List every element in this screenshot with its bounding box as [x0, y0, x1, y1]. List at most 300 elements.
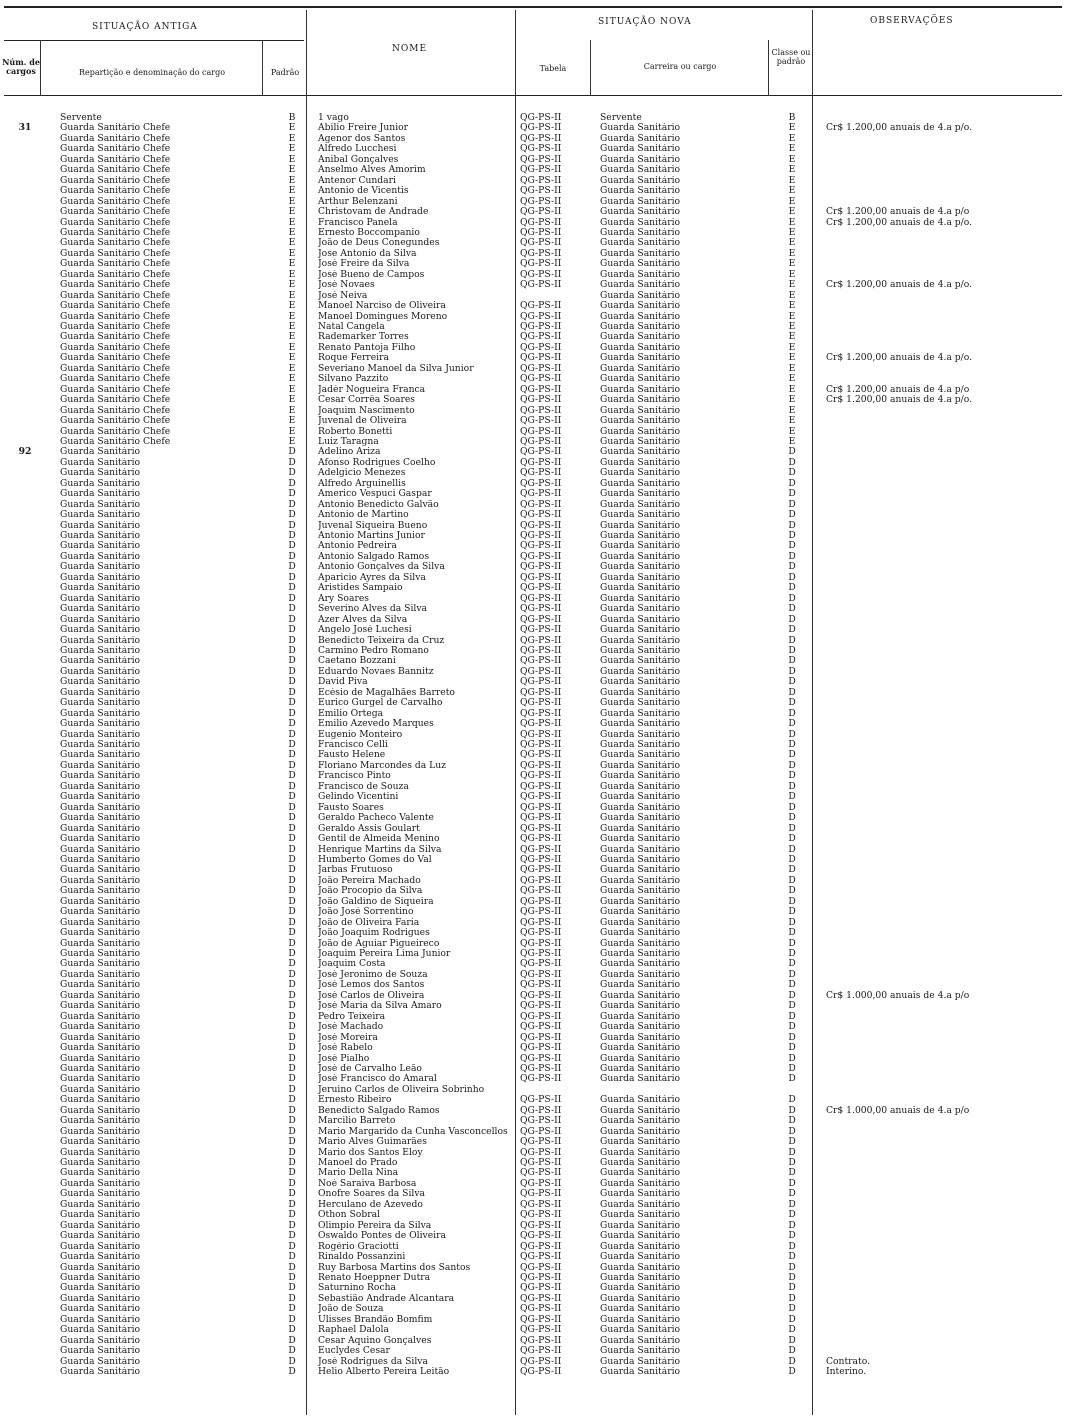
- row-carreira: Guarda Sanitário: [600, 1367, 681, 1377]
- row-classe: D: [788, 489, 796, 500]
- row-padrao: D: [288, 949, 296, 959]
- row-cargo: Guarda Sanitário: [60, 1231, 141, 1242]
- row-classe: D: [788, 457, 796, 468]
- row-nome: José de Carvalho Leão: [318, 1063, 422, 1074]
- row-carreira: Guarda Sanitário: [600, 217, 681, 228]
- row-padrao: E: [288, 154, 296, 165]
- row-tabela: QG-PS-II: [520, 426, 562, 437]
- row-cargo: Guarda Sanitário: [60, 1158, 141, 1168]
- row-classe: E: [788, 217, 796, 228]
- row-carreira: Guarda Sanitário: [600, 447, 681, 458]
- row-padrao: E: [288, 175, 296, 186]
- row-padrao: E: [288, 332, 296, 343]
- row-classe: D: [788, 593, 796, 604]
- row-carreira: Guarda Sanitário: [600, 332, 681, 343]
- row-carreira: Guarda Sanitário: [600, 1178, 681, 1189]
- row-nome: Silvano Pazzito: [318, 374, 389, 385]
- row-carreira: Guarda Sanitário: [600, 698, 681, 709]
- row-padrao: D: [288, 478, 296, 489]
- row-tabela: QG-PS-II: [520, 625, 562, 636]
- row-obs: Cr$ 1.200,00 anuais de 4.a p/o: [826, 384, 970, 395]
- row-padrao: D: [288, 635, 296, 646]
- row-nome: José Neiva: [318, 290, 368, 301]
- row-padrao: D: [288, 468, 296, 479]
- row-tabela: QG-PS-II: [520, 760, 562, 771]
- row-classe: D: [788, 1022, 796, 1033]
- row-tabela: QG-PS-II: [520, 917, 562, 928]
- row-nome: Henrique Martins da Silva: [318, 844, 442, 855]
- row-classe: D: [788, 802, 796, 813]
- row-classe: E: [788, 384, 796, 395]
- row-cargo: Guarda Sanitário: [60, 1168, 141, 1179]
- row-padrao: E: [288, 133, 296, 144]
- row-tabela: QG-PS-II: [520, 186, 562, 197]
- row-carreira: Guarda Sanitário: [600, 572, 681, 583]
- row-tabela: QG-PS-II: [520, 1325, 562, 1336]
- row-padrao: D: [288, 1356, 296, 1367]
- row-tabela: QG-PS-II: [520, 1293, 562, 1304]
- row-nome: Roberto Bonetti: [318, 426, 393, 437]
- row-nome: Francisco de Souza: [318, 781, 409, 792]
- row-nome: Ulisses Brandão Bomfim: [318, 1314, 433, 1325]
- row-tabela: QG-PS-II: [520, 551, 562, 562]
- col-divider-tabela: [590, 40, 591, 96]
- row-padrao: D: [288, 959, 296, 970]
- row-tabela: QG-PS-II: [520, 1126, 562, 1137]
- row-carreira: Guarda Sanitário: [600, 1272, 681, 1283]
- row-num: 31: [18, 123, 32, 134]
- row-padrao: E: [288, 207, 296, 218]
- col-divider-padrao: [306, 10, 307, 1415]
- row-classe: D: [788, 1272, 796, 1283]
- row-tabela: QG-PS-II: [520, 363, 562, 374]
- row-carreira: Guarda Sanitário: [600, 133, 681, 144]
- row-cargo: Guarda Sanitário: [60, 666, 141, 677]
- row-classe: D: [788, 468, 796, 479]
- row-nome: Antonio de Martino: [318, 510, 409, 521]
- row-cargo: Guarda Sanitário Chefe: [60, 395, 171, 406]
- row-cargo: Guarda Sanitário: [60, 1147, 141, 1158]
- row-classe: D: [788, 1168, 796, 1179]
- row-cargo: Guarda Sanitário: [60, 834, 141, 845]
- row-cargo: Guarda Sanitário Chefe: [60, 175, 171, 186]
- row-classe: D: [788, 677, 796, 688]
- row-carreira: Guarda Sanitário: [600, 426, 681, 437]
- row-tabela: QG-PS-II: [520, 133, 562, 144]
- row-nome: João Joaquim Rodrigues: [318, 928, 430, 939]
- row-cargo: Guarda Sanitário: [60, 604, 141, 615]
- row-padrao: D: [288, 1189, 296, 1200]
- row-carreira: Guarda Sanitário: [600, 489, 681, 500]
- row-padrao: E: [288, 269, 296, 280]
- row-classe: D: [788, 1043, 796, 1054]
- row-cargo: Guarda Sanitário Chefe: [60, 436, 171, 447]
- row-nome: Arthur Belenzani: [318, 196, 398, 207]
- row-padrao: E: [288, 217, 296, 228]
- row-classe: D: [788, 1032, 796, 1043]
- row-cargo: Guarda Sanitário: [60, 562, 141, 573]
- row-nome: David Piva: [318, 677, 368, 688]
- row-carreira: Guarda Sanitário: [600, 781, 681, 792]
- row-tabela: QG-PS-II: [520, 1137, 562, 1148]
- row-cargo: Guarda Sanitário: [60, 1283, 141, 1294]
- row-classe: D: [788, 687, 796, 698]
- row-cargo: Guarda Sanitário: [60, 729, 141, 740]
- row-nome: Anselmo Alves Amorim: [318, 165, 426, 176]
- row-nome: Abilio Freire Junior: [318, 123, 409, 134]
- row-tabela: QG-PS-II: [520, 698, 562, 709]
- row-carreira: Guarda Sanitário: [600, 478, 681, 489]
- row-carreira: Guarda Sanitário: [600, 311, 681, 322]
- row-classe: D: [788, 917, 796, 928]
- row-padrao: E: [288, 416, 296, 427]
- row-cargo: Guarda Sanitário Chefe: [60, 405, 171, 416]
- row-carreira: Guarda Sanitário: [600, 844, 681, 855]
- row-nome: Caetano Bozzani: [318, 656, 396, 667]
- row-cargo: Guarda Sanitário: [60, 823, 141, 834]
- row-tabela: QG-PS-II: [520, 687, 562, 698]
- row-tabela: QG-PS-II: [520, 604, 562, 615]
- row-cargo: Guarda Sanitário: [60, 447, 141, 458]
- row-nome: João de Oliveira Faria: [318, 917, 420, 928]
- row-classe: D: [788, 1346, 796, 1357]
- row-classe: D: [788, 1220, 796, 1231]
- row-cargo: Guarda Sanitário: [60, 687, 141, 698]
- row-carreira: Guarda Sanitário: [600, 1325, 681, 1336]
- row-obs: Cr$ 1.200,00 anuais de 4.a p/o.: [826, 123, 973, 134]
- row-obs: Cr$ 1.200,00 anuais de 4.a p/o.: [826, 353, 973, 364]
- row-cargo: Guarda Sanitário: [60, 865, 141, 876]
- row-padrao: B: [288, 113, 296, 123]
- header-bottom-rule: [4, 95, 1062, 96]
- row-classe: D: [788, 1335, 796, 1346]
- row-nome: Luiz Taragna: [318, 436, 379, 447]
- row-tabela: QG-PS-II: [520, 1210, 562, 1221]
- row-carreira: Guarda Sanitário: [600, 436, 681, 447]
- row-tabela: QG-PS-II: [520, 645, 562, 656]
- row-classe: E: [788, 280, 796, 291]
- row-carreira: Guarda Sanitário: [600, 123, 681, 134]
- row-padrao: E: [288, 123, 296, 134]
- row-cargo: Guarda Sanitário: [60, 1241, 141, 1252]
- row-tabela: QG-PS-II: [520, 259, 562, 270]
- header-tabela: Tabela: [539, 64, 567, 73]
- row-cargo: Guarda Sanitário Chefe: [60, 133, 171, 144]
- row-cargo: Guarda Sanitário: [60, 1252, 141, 1263]
- row-tabela: QG-PS-II: [520, 1304, 562, 1315]
- row-tabela: QG-PS-II: [520, 1252, 562, 1263]
- row-classe: D: [788, 1367, 796, 1377]
- row-classe: D: [788, 447, 796, 458]
- row-nome: Jeruino Carlos de Oliveira Sobrinho: [318, 1084, 485, 1095]
- row-nome: Rinaldo Possanzini: [318, 1252, 406, 1263]
- row-padrao: D: [288, 604, 296, 615]
- row-nome: Carmino Pedro Romano: [318, 645, 429, 656]
- row-carreira: Guarda Sanitário: [600, 1356, 681, 1367]
- row-padrao: D: [288, 886, 296, 897]
- row-cargo: Guarda Sanitário: [60, 478, 141, 489]
- row-classe: D: [788, 551, 796, 562]
- row-padrao: D: [288, 802, 296, 813]
- row-classe: D: [788, 792, 796, 803]
- row-classe: D: [788, 949, 796, 959]
- row-tabela: QG-PS-II: [520, 531, 562, 541]
- row-tabela: QG-PS-II: [520, 854, 562, 865]
- row-cargo: Guarda Sanitário Chefe: [60, 196, 171, 207]
- row-cargo: Guarda Sanitário: [60, 520, 141, 531]
- row-padrao: D: [288, 928, 296, 939]
- row-tabela: QG-PS-II: [520, 416, 562, 427]
- row-classe: D: [788, 750, 796, 761]
- row-cargo: Guarda Sanitário: [60, 572, 141, 583]
- row-classe: D: [788, 781, 796, 792]
- row-carreira: Guarda Sanitário: [600, 353, 681, 364]
- row-padrao: D: [288, 677, 296, 688]
- row-cargo: Guarda Sanitário: [60, 1105, 141, 1116]
- row-carreira: Guarda Sanitário: [600, 457, 681, 468]
- row-padrao: D: [288, 1262, 296, 1273]
- row-classe: D: [788, 1314, 796, 1325]
- row-tabela: QG-PS-II: [520, 353, 562, 364]
- row-carreira: Guarda Sanitário: [600, 604, 681, 615]
- row-tabela: QG-PS-II: [520, 1147, 562, 1158]
- row-carreira: Guarda Sanitário: [600, 1189, 681, 1200]
- row-padrao: D: [288, 1095, 296, 1106]
- row-classe: E: [788, 416, 796, 427]
- row-padrao: D: [288, 1283, 296, 1294]
- row-nome: Mario dos Santos Eloy: [318, 1147, 423, 1158]
- row-padrao: D: [288, 583, 296, 594]
- row-classe: D: [788, 708, 796, 719]
- row-cargo: Guarda Sanitário Chefe: [60, 374, 171, 385]
- row-cargo: Guarda Sanitário Chefe: [60, 332, 171, 343]
- row-carreira: Guarda Sanitário: [600, 854, 681, 865]
- row-padrao: D: [288, 1043, 296, 1054]
- row-classe: D: [788, 698, 796, 709]
- row-nome: Olimpio Pereira da Silva: [318, 1220, 432, 1231]
- row-tabela: QG-PS-II: [520, 1314, 562, 1325]
- row-padrao: D: [288, 551, 296, 562]
- row-nome: Francisco Celli: [318, 740, 388, 750]
- row-classe: E: [788, 259, 796, 270]
- row-classe: B: [788, 113, 796, 123]
- row-carreira: Guarda Sanitário: [600, 259, 681, 270]
- row-tabela: QG-PS-II: [520, 823, 562, 834]
- row-nome: Roque Ferreira: [318, 353, 389, 364]
- row-classe: E: [788, 374, 796, 385]
- row-tabela: QG-PS-II: [520, 248, 562, 259]
- row-tabela: QG-PS-II: [520, 938, 562, 949]
- row-carreira: Guarda Sanitário: [600, 729, 681, 740]
- row-tabela: QG-PS-II: [520, 1199, 562, 1210]
- row-tabela: QG-PS-II: [520, 781, 562, 792]
- row-classe: D: [788, 865, 796, 876]
- row-carreira: Guarda Sanitário: [600, 1126, 681, 1137]
- row-nome: Rademarker Torres: [318, 332, 409, 343]
- row-classe: E: [788, 363, 796, 374]
- row-carreira: Guarda Sanitário: [600, 1314, 681, 1325]
- row-nome: Aparicio Ayres da Silva: [318, 572, 426, 583]
- row-cargo: Guarda Sanitário Chefe: [60, 353, 171, 364]
- row-cargo: Guarda Sanitário: [60, 1210, 141, 1221]
- row-cargo: Servente: [60, 113, 102, 123]
- row-carreira: Guarda Sanitário: [600, 760, 681, 771]
- row-carreira: Guarda Sanitário: [600, 771, 681, 782]
- row-classe: D: [788, 520, 796, 531]
- header-observacoes: OBSERVAÇÕES: [870, 16, 954, 26]
- row-classe: D: [788, 1011, 796, 1022]
- row-classe: D: [788, 510, 796, 521]
- row-padrao: E: [288, 353, 296, 364]
- row-nome: João Galdino de Siqueira: [318, 896, 434, 907]
- row-tabela: QG-PS-II: [520, 865, 562, 876]
- row-classe: D: [788, 625, 796, 636]
- row-obs: Cr$ 1.200,00 anuais de 4.a p/o.: [826, 395, 973, 406]
- row-nome: Mario Margarido da Cunha Vasconcellos: [318, 1126, 508, 1137]
- row-nome: João de Deus Conegundes: [318, 238, 440, 249]
- row-carreira: Guarda Sanitário: [600, 1137, 681, 1148]
- row-tabela: QG-PS-II: [520, 217, 562, 228]
- row-padrao: D: [288, 1335, 296, 1346]
- row-nome: Francisco Pinto: [318, 771, 391, 782]
- row-padrao: D: [288, 1158, 296, 1168]
- row-nome: Geraldo Assis Goulart: [318, 823, 420, 834]
- row-classe: D: [788, 499, 796, 510]
- row-tabela: QG-PS-II: [520, 1095, 562, 1106]
- row-carreira: Guarda Sanitário: [600, 886, 681, 897]
- row-cargo: Guarda Sanitário: [60, 1178, 141, 1189]
- row-padrao: E: [288, 248, 296, 259]
- row-nome: Cesar Corrêa Soares: [318, 395, 415, 406]
- row-nome: Agenor dos Santos: [318, 133, 406, 144]
- row-carreira: Guarda Sanitário: [600, 677, 681, 688]
- row-tabela: QG-PS-II: [520, 1220, 562, 1231]
- row-nome: Juvenal Siqueira Bueno: [318, 520, 428, 531]
- row-cargo: Guarda Sanitário Chefe: [60, 154, 171, 165]
- row-padrao: D: [288, 1272, 296, 1283]
- row-carreira: Guarda Sanitário: [600, 301, 681, 312]
- row-cargo: Guarda Sanitário: [60, 875, 141, 886]
- row-carreira: Guarda Sanitário: [600, 1283, 681, 1294]
- row-nome: Azer Alves da Silva: [318, 614, 408, 625]
- row-carreira: Guarda Sanitário: [600, 144, 681, 155]
- row-cargo: Guarda Sanitário: [60, 1367, 141, 1377]
- row-tabela: QG-PS-II: [520, 1241, 562, 1252]
- row-carreira: Guarda Sanitário: [600, 227, 681, 238]
- row-carreira: Guarda Sanitário: [600, 635, 681, 646]
- row-tabela: QG-PS-II: [520, 875, 562, 886]
- row-nome: José Novaes: [318, 280, 375, 291]
- row-tabela: QG-PS-II: [520, 677, 562, 688]
- row-nome: Renato Pantoja Filho: [318, 342, 416, 353]
- row-carreira: Guarda Sanitário: [600, 1210, 681, 1221]
- row-nome: Manoel do Prado: [318, 1158, 398, 1168]
- row-cargo: Guarda Sanitário: [60, 499, 141, 510]
- row-nome: José Lemos dos Santos: [318, 980, 425, 991]
- row-nome: Anibal Gonçalves: [318, 154, 399, 165]
- row-tabela: QG-PS-II: [520, 269, 562, 280]
- row-tabela: QG-PS-II: [520, 771, 562, 782]
- row-padrao: D: [288, 781, 296, 792]
- row-carreira: Guarda Sanitário: [600, 990, 681, 1001]
- subheader-rule: [4, 40, 304, 41]
- row-nome: Geraldo Pacheco Valente: [318, 813, 434, 824]
- row-tabela: QG-PS-II: [520, 1272, 562, 1283]
- row-cargo: Guarda Sanitário Chefe: [60, 280, 171, 291]
- row-classe: D: [788, 813, 796, 824]
- row-padrao: D: [288, 1147, 296, 1158]
- row-cargo: Guarda Sanitário: [60, 1356, 141, 1367]
- row-carreira: Guarda Sanitário: [600, 1335, 681, 1346]
- row-padrao: D: [288, 844, 296, 855]
- row-cargo: Guarda Sanitário: [60, 719, 141, 730]
- row-carreira: Guarda Sanitário: [600, 499, 681, 510]
- row-nome: Jadér Nogueira Franca: [318, 384, 426, 395]
- row-carreira: Guarda Sanitário: [600, 322, 681, 332]
- row-carreira: Guarda Sanitário: [600, 1105, 681, 1116]
- row-nome: Joaquim Nascimento: [318, 405, 415, 416]
- row-carreira: Guarda Sanitário: [600, 416, 681, 427]
- row-padrao: D: [288, 457, 296, 468]
- row-padrao: D: [288, 1231, 296, 1242]
- row-padrao: D: [288, 1105, 296, 1116]
- row-padrao: D: [288, 760, 296, 771]
- row-nome: Fausto Soares: [318, 802, 384, 813]
- row-carreira: Guarda Sanitário: [600, 238, 681, 249]
- row-carreira: Guarda Sanitário: [600, 541, 681, 552]
- row-classe: D: [788, 875, 796, 886]
- row-cargo: Guarda Sanitário: [60, 1335, 141, 1346]
- row-cargo: Guarda Sanitário: [60, 740, 141, 750]
- row-padrao: D: [288, 499, 296, 510]
- row-tabela: QG-PS-II: [520, 311, 562, 322]
- row-padrao: D: [288, 1252, 296, 1263]
- row-padrao: D: [288, 969, 296, 980]
- row-nome: Adelino Ariza: [318, 447, 381, 458]
- row-carreira: Guarda Sanitário: [600, 1063, 681, 1074]
- row-tabela: QG-PS-II: [520, 1032, 562, 1043]
- row-padrao: D: [288, 541, 296, 552]
- row-tabela: QG-PS-II: [520, 322, 562, 332]
- row-cargo: Guarda Sanitário: [60, 949, 141, 959]
- row-cargo: Guarda Sanitário: [60, 583, 141, 594]
- row-carreira: Guarda Sanitário: [600, 1022, 681, 1033]
- row-padrao: D: [288, 1084, 296, 1095]
- row-padrao: D: [288, 1032, 296, 1043]
- header-nome: NOME: [392, 44, 428, 54]
- row-carreira: Guarda Sanitário: [600, 551, 681, 562]
- row-padrao: D: [288, 875, 296, 886]
- row-cargo: Guarda Sanitário: [60, 907, 141, 918]
- row-classe: D: [788, 1283, 796, 1294]
- row-nome: Benedicto Teixeira da Cruz: [318, 635, 445, 646]
- row-cargo: Guarda Sanitário: [60, 990, 141, 1001]
- row-classe: D: [788, 1189, 796, 1200]
- row-nome: Raphael Dalola: [318, 1325, 389, 1336]
- row-obs: Cr$ 1.200,00 anuais de 4.a p/o.: [826, 280, 973, 291]
- row-carreira: Guarda Sanitário: [600, 1346, 681, 1357]
- row-nome: Antonio Benedicto Galvão: [318, 499, 439, 510]
- row-carreira: Guarda Sanitário: [600, 384, 681, 395]
- row-tabela: QG-PS-II: [520, 928, 562, 939]
- row-classe: D: [788, 928, 796, 939]
- row-padrao: E: [288, 238, 296, 249]
- row-cargo: Guarda Sanitário Chefe: [60, 238, 171, 249]
- row-tabela: QG-PS-II: [520, 666, 562, 677]
- row-tabela: QG-PS-II: [520, 520, 562, 531]
- row-padrao: D: [288, 750, 296, 761]
- row-carreira: Guarda Sanitário: [600, 917, 681, 928]
